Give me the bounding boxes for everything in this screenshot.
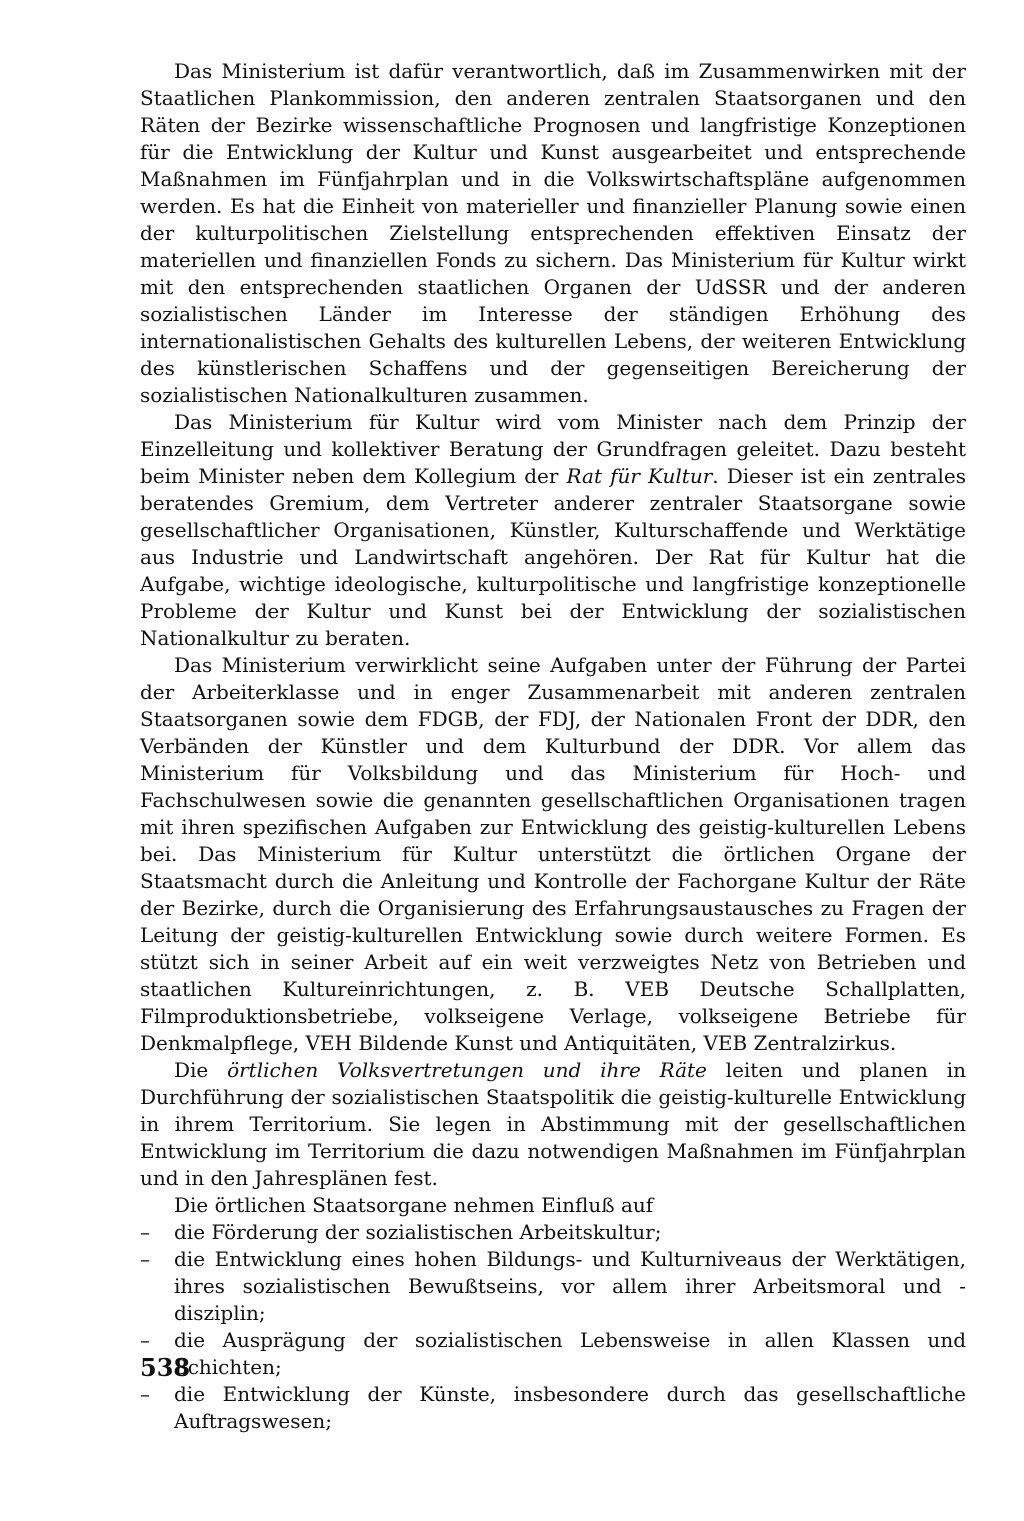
- paragraph: [140, 1057, 966, 1192]
- text-run: . Dieser ist ein zentrales beratendes Gremium, dem Vertreter anderer zentraler Staatsorgane sowie gesellschaftlicher Organisationen, Künstler, Kulturschaffende und Werktätige aus Industrie und Landwirtschaft angehören. Der Rat für Kultur hat die Aufgabe, wichtige ideologische, kulturpolitische und langfristige konzeptionelle Probleme der Kultur und Kunst bei der Entwicklung der sozialistischen Nationalkultur zu beraten.: [140, 464, 967, 650]
- text-run: Die örtlichen Staatsorgane nehmen Einfluß auf: [174, 1193, 654, 1217]
- list-dash-marker: –: [140, 1220, 150, 1244]
- list-item-text: die Entwicklung der Künste, insbesondere durch das gesellschaftliche Auftragswesen;: [174, 1382, 966, 1433]
- list-dash-marker: –: [140, 1382, 150, 1406]
- text-run: Das Ministerium ist dafür verantwortlich, daß im Zusammenwirken mit der Staatlichen Plankommission, den anderen zentralen Staatsorganen und den Räten der Bezirke wissenschaftliche Prognosen und langfristige Konzeptionen für die Entwicklung der Kultur und Kunst ausgearbeitet und entsprechende Maßnahmen im Fünfjahrplan und in die Volkswirtschaftspläne aufgenommen werden. Es hat die Einheit von materieller und finanzieller Planung sowie einen der kulturpolitischen Zielstellung entsprechenden effektiven Einsatz der materiellen und finanziellen Fonds zu sichern. Das Ministerium für Kultur wirkt mit den entsprechenden staatlichen Organen der UdSSR und der anderen sozialistischen Länder im Interesse der ständigen Erhöhung des internationalistischen Gehalts des kulturellen Lebens, der weiteren Entwicklung des künstlerischen Schaffens und der gegenseitigen Bereicherung der sozialistischen Nationalkulturen zusammen.: [140, 59, 966, 407]
- page-body: [140, 58, 966, 1435]
- list-item: [140, 1246, 966, 1327]
- italic-term: örtlichen Volksvertretungen und ihre Räte: [227, 1058, 707, 1082]
- text-run: Das Ministerium für Kultur wird vom Minister nach dem Prinzip der Einzelleitung und kollektiver Beratung der Grundfragen geleitet. Dazu besteht beim Minister neben dem Kollegium der: [140, 410, 966, 488]
- list-item: [140, 1327, 966, 1381]
- list-item: [140, 1381, 966, 1435]
- text-run: leiten und planen in Durchführung der sozialistischen Staatspolitik die geistig-kulturelle Entwicklung in ihrem Territorium. Sie legen in Abstimmung mit der gesellschaftlichen Entwicklung im Territorium die dazu notwendigen Maßnahmen im Fünfjahrplan und in den Jahresplänen fest.: [140, 1058, 967, 1190]
- list-item: [140, 1219, 966, 1246]
- list-item-text: die Ausprägung der sozialistischen Lebensweise in allen Klassen und Schichten;: [174, 1328, 966, 1379]
- list-dash-marker: –: [140, 1328, 150, 1352]
- paragraph: [140, 1192, 966, 1219]
- text-run: Das Ministerium verwirklicht seine Aufgaben unter der Führung der Partei der Arbeiterklasse und in enger Zusammenarbeit mit anderen zentralen Staatsorganen sowie dem FDGB, der FDJ, der Nationalen Front der DDR, den Verbänden der Künstler und dem Kulturbund der DDR. Vor allem das Ministerium für Volksbildung und das Ministerium für Hoch- und Fachschulwesen sowie die genannten gesellschaftlichen Organisationen tragen mit ihren spezifischen Aufgaben zur Entwicklung des geistig-kulturellen Lebens bei. Das Ministerium für Kultur unterstützt die örtlichen Organe der Staatsmacht durch die Anleitung und Kontrolle der Fachorgane Kultur der Räte der Bezirke, durch die Organisierung des Erfahrungsaustausches zu Fragen der Leitung der geistig-kulturellen Entwicklung sowie durch weitere Formen. Es stützt sich in seiner Arbeit auf ein weit verzweigtes Netz von Betrieben und staatlichen Kultureinrichtungen, z. B. VEB Deutsche Schallplatten, Filmproduktionsbetriebe, volkseigene Verlage, volkseigene Betriebe für Denkmalpflege, VEH Bildende Kunst und Antiquitäten, VEB Zentralzirkus.: [140, 653, 966, 1055]
- list-dash-marker: –: [140, 1247, 150, 1271]
- text-run: Die: [174, 1058, 228, 1082]
- list-item-text: die Förderung der sozialistischen Arbeitskultur;: [174, 1220, 662, 1244]
- italic-term: Rat für Kultur: [566, 464, 713, 488]
- paragraph: [140, 58, 966, 409]
- paragraph-container: [140, 58, 966, 1219]
- page-number: 538: [140, 1353, 191, 1382]
- list-item-text: die Entwicklung eines hohen Bildungs- und Kulturniveaus der Werktätigen, ihres sozialistischen Bewußtseins, vor allem ihrer Arbeitsmoral und -disziplin;: [174, 1247, 966, 1325]
- paragraph: [140, 652, 966, 1057]
- paragraph: [140, 409, 966, 652]
- bullet-list: [140, 1219, 966, 1435]
